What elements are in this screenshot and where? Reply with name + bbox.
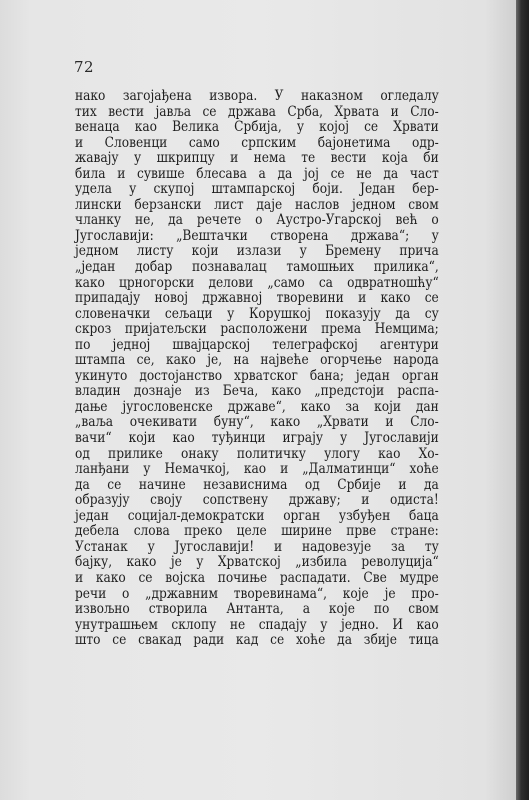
text-line: ланђани у Немачкој, као и „Далматинци“ хоће	[75, 461, 439, 478]
text-line: скроз пријатељски расположени према Немцима;	[75, 321, 439, 338]
text-line: од прилике онаку политичку улогу као Хо-	[75, 445, 439, 462]
text-line: „један добар познавалац тамошњих прилика“,	[75, 259, 439, 276]
text-line: нако загојађена извора. У наказном огледалу	[75, 88, 439, 104]
text-line: Југославији: „Вештачки створена држава“; у	[75, 227, 439, 244]
text-line: како црногорски делови „само са одвратношћу“	[75, 274, 439, 291]
text-line: дебела слова преко целе ширине прве стране:	[75, 523, 439, 540]
page-number: 72	[74, 58, 95, 76]
text-line: владин дознаје из Беча, како „предстоји распа-	[75, 383, 439, 400]
text-line: вачи“ који као туђинци играју у Југославији	[75, 430, 439, 447]
text-line: укинуто достојанство хрватског бана; један орган	[75, 367, 439, 384]
book-spine-shadow	[516, 0, 529, 800]
text-line: по једној швајцарској телеграфској агентури	[75, 336, 439, 353]
text-line: да се начине независнима од Србије и да	[75, 476, 439, 493]
text-line: извољно створила Антанта, а које по свом	[75, 601, 439, 618]
text-line: дање југословенске државе“, како за који дан	[75, 398, 439, 415]
text-line: чланку не, да речете о Аустро-Угарској већ о	[75, 212, 439, 229]
text-line: словеначки сељаци у Корушкој показују да су	[75, 305, 439, 322]
text-line: венаца као Велика Србија, у којој се Хрвати	[75, 119, 439, 136]
body-text	[75, 89, 439, 649]
text-line: једном листу који излази у Бремену прича	[75, 243, 439, 260]
text-line: и Словенци само српским бајонетима одр-	[75, 134, 439, 151]
text-line: тих вести јавља се држава Срба, Хрвата и Сло-	[75, 103, 439, 120]
text-line: што се свакад ради кад се хоће да збије тица	[75, 632, 439, 649]
text-line: лински берзански лист даје наслов једном свом	[75, 196, 439, 213]
text-line: Устанак у Југославији! и надовезује за ту	[75, 538, 439, 555]
text-line: „ваља очекивати буну“, како „Хрвати и Сло-	[75, 414, 439, 431]
text-line: и како се војска почиње распадати. Све мудре	[75, 569, 439, 586]
text-line: била и сувише блесава а да јој се не да част	[75, 165, 439, 182]
text-line: удела у скупој штампарској боји. Један бер-	[75, 181, 439, 198]
text-line: бајку, како је у Хрватској „избила револуција“	[75, 554, 439, 571]
text-line: речи о „државним творевинама“, које је про-	[75, 585, 439, 602]
text-line: жавају у шкрипцу и нема те вести која би	[75, 150, 439, 167]
text-line: штампа се, како је, на највеће огорчење народа	[75, 352, 439, 369]
text-line: припадају новој државној творевини и како се	[75, 290, 439, 307]
text-line: унутрашњем склопу не спадају у једно. И као	[75, 616, 439, 633]
text-line: образују своју сопствену државу; и одиста!	[75, 492, 439, 509]
text-line: један социјал-демократски орган узбуђен баца	[75, 507, 439, 524]
